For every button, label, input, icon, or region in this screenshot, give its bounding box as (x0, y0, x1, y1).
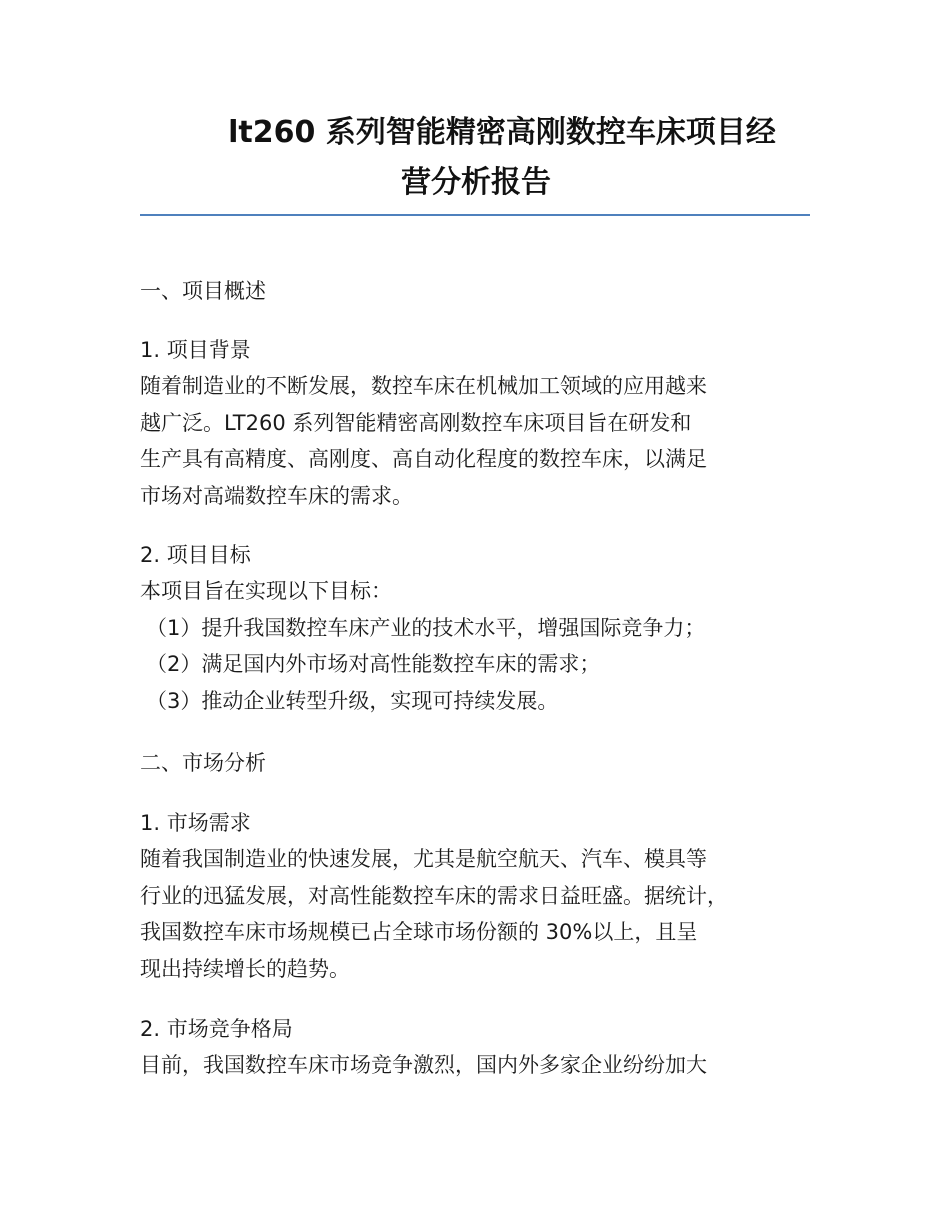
section-heading-market: 二、市场分析 (140, 751, 266, 775)
goal-item: （3）推动企业转型升级，实现可持续发展。 (146, 688, 559, 713)
paragraph-line: 随着制造业的不断发展，数控车床在机械加工领域的应用越来 (140, 374, 707, 398)
section-heading-overview: 一、项目概述 (140, 279, 266, 303)
document-page (140, 108, 812, 1084)
subheading-goals: 2. 项目目标 (140, 543, 251, 567)
paragraph-line: 我国数控车床市场规模已占全球市场份额的 30%以上，且呈 (140, 920, 698, 944)
paragraph-background (140, 368, 812, 514)
subheading-demand: 1. 市场需求 (140, 811, 251, 835)
paragraph-line: 生产具有高精度、高刚度、高自动化程度的数控车床，以满足 (140, 447, 707, 471)
paragraph-goals (140, 573, 812, 719)
title-divider (140, 214, 810, 216)
title-line-2: 营分析报告 (401, 165, 551, 200)
title-line-1: lt260 系列智能精密高刚数控车床项目经 (228, 115, 776, 150)
subheading-background: 1. 项目背景 (140, 338, 251, 362)
subheading-competition: 2. 市场竞争格局 (140, 1017, 293, 1041)
paragraph-line: 随着我国制造业的快速发展，尤其是航空航天、汽车、模具等 (140, 847, 707, 871)
paragraph-competition (140, 1047, 812, 1084)
paragraph-line: 越广泛。LT260 系列智能精密高刚数控车床项目旨在研发和 (140, 410, 692, 435)
goal-item: （2）满足国内外市场对高性能数控车床的需求； (146, 652, 601, 676)
goals-intro: 本项目旨在实现以下目标： (140, 579, 392, 603)
paragraph-line: 市场对高端数控车床的需求。 (140, 483, 413, 508)
paragraph-demand (140, 841, 812, 987)
paragraph-line: 目前，我国数控车床市场竞争激烈，国内外多家企业纷纷加大 (140, 1053, 707, 1077)
paragraph-line: 现出持续增长的趋势。 (140, 956, 350, 981)
paragraph-line: 行业的迅猛发展，对高性能数控车床的需求日益旺盛。据统计， (140, 883, 728, 908)
goal-item: （1）提升我国数控车床产业的技术水平，增强国际竞争力； (146, 615, 706, 640)
document-title (140, 108, 812, 208)
